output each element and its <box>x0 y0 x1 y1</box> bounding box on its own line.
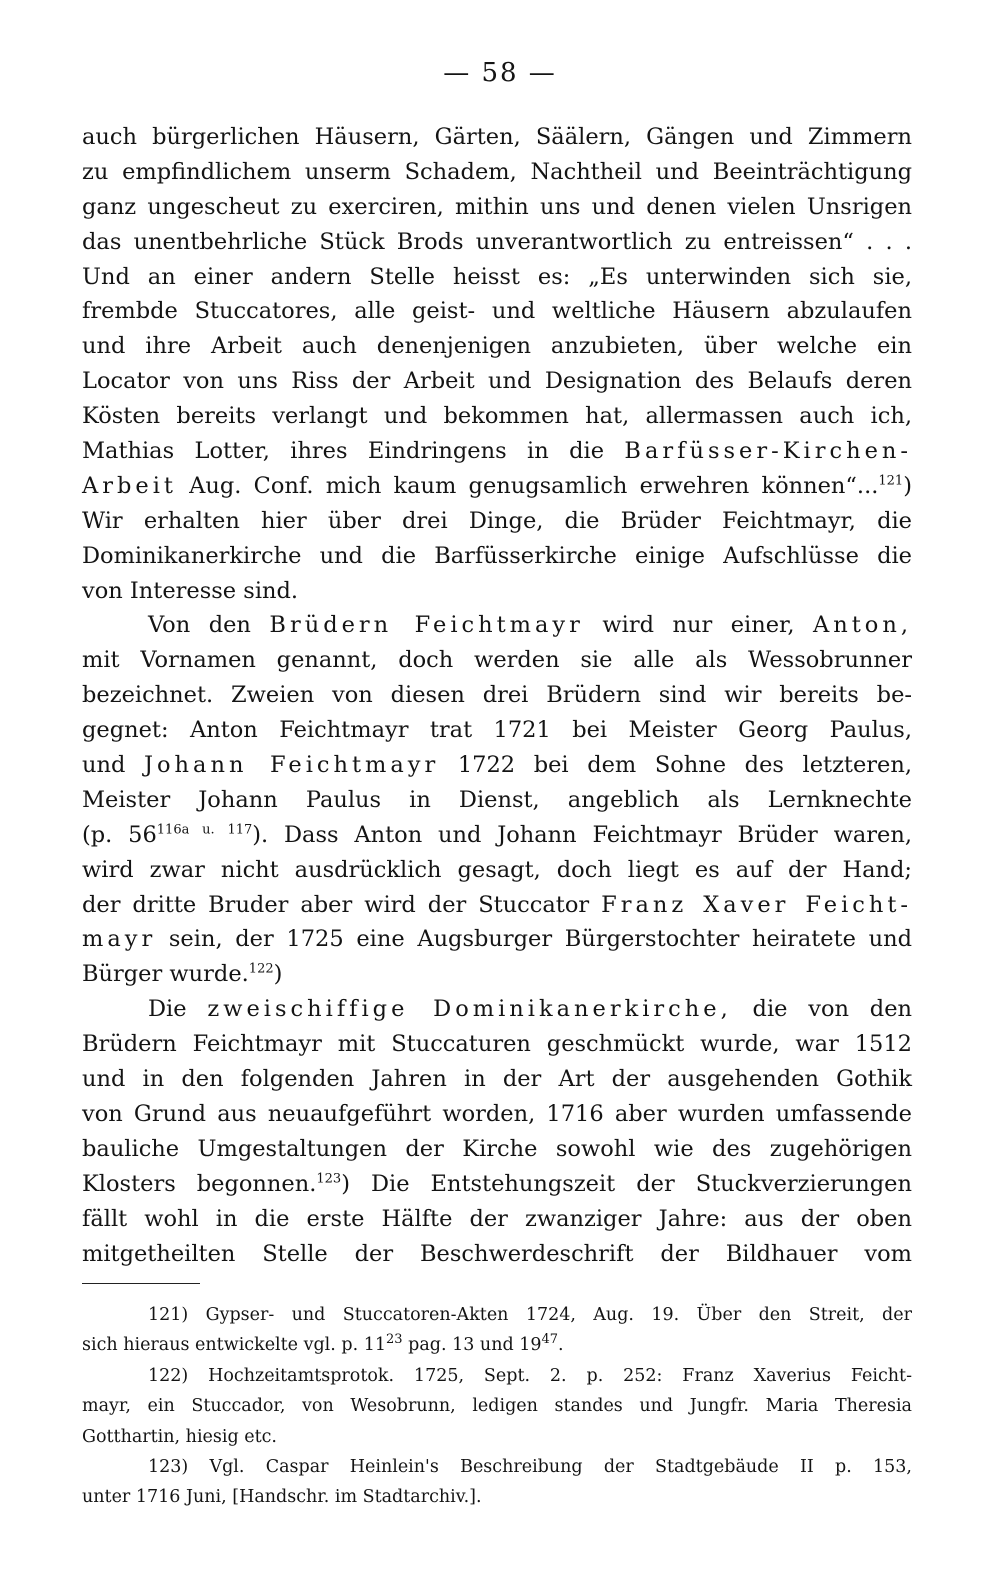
text-line: von Interesse sind. <box>82 577 299 604</box>
text-line: zu empfindlichem unserm Schadem, Nachtheil und Beeinträchtigung <box>82 158 912 185</box>
spaced-text: Brüdern Feichtmayr <box>269 612 584 639</box>
text-run: Mathias Lotter, ihres Eindringens in die <box>82 438 605 465</box>
text-line: fällt wohl in die erste Hälfte der zwanziger Jahre: aus der oben <box>82 1205 912 1232</box>
main-text <box>82 120 912 1271</box>
text-line: auch bürgerlichen Häusern, Gärten, Säälern, Gängen und Zimmern <box>82 124 912 150</box>
superscript: 23 <box>386 1332 403 1348</box>
text-line: das unentbehrliche Stück Brods unverantwortlich zu entreissen“ . . . <box>82 228 912 255</box>
text-line <box>82 922 912 957</box>
text-line: und ihre Arbeit auch denenjenigen anzubieten, über welche ein <box>82 333 912 360</box>
text-run: Von den <box>148 612 251 639</box>
text-run: Klosters begonnen. <box>82 1170 317 1197</box>
text-line: Brüdern Feichtmayr mit Stuccaturen geschmückt wurde, war 1512 <box>82 1031 912 1058</box>
text-run: ) <box>273 961 283 988</box>
spaced-text: zweischiffige Dominikanerkirche, <box>207 996 732 1023</box>
superscript: 47 <box>541 1332 559 1348</box>
text-line: gegnet: Anton Feichtmayr trat 1721 bei Meister Georg Paulus, <box>82 717 912 744</box>
footnote-line: 123) Vgl. Caspar Heinlein's Beschreibung der Stadtgebäude II p. 153, <box>148 1456 912 1477</box>
text-run: sich hieraus entwickelte vgl. p. 11 <box>82 1335 387 1356</box>
spaced-text: Johann Feichtmayr <box>143 752 440 779</box>
text-line: und in den folgenden Jahren in der Art der ausgehenden Gothik <box>82 1066 912 1093</box>
text-line <box>82 1167 912 1202</box>
text-line <box>82 888 912 923</box>
spaced-text: mayr <box>82 926 157 953</box>
text-line: bauliche Umgestaltungen der Kirche sowohl wie des zugehörigen <box>82 1135 912 1162</box>
text-line: Meister Johann Paulus in Dienst, angeblich als Lernknechte <box>82 786 912 813</box>
text-line <box>82 818 912 853</box>
text-line: mitgetheilten Stelle der Beschwerdeschrift der Bildhauer vom <box>82 1240 912 1267</box>
text-line: Locator von uns Riss der Arbeit und Designation des Belaufs deren <box>82 368 912 395</box>
text-run: Aug. Conf. mich kaum genugsamlich erwehren können“... <box>189 472 879 499</box>
text-run: und <box>82 752 126 779</box>
footnote-line: 122) Hochzeitamtsprotok. 1725, Sept. 2. p. 252: Franz Xaverius Feicht- <box>148 1365 912 1386</box>
spaced-text: Barfüsser-Kirchen- <box>624 438 912 465</box>
footnotes <box>82 1300 912 1513</box>
footnote-line: Gotthartin, hiesig etc. <box>82 1426 277 1447</box>
footnote-line: mayr, ein Stuccador, von Wesobrunn, ledigen standes und Jungfr. Maria Theresia <box>82 1396 912 1417</box>
text-line: von Grund aus neuaufgeführt worden, 1716 aber wurden umfassende <box>82 1100 912 1127</box>
text-line: ganz ungescheut zu exerciren, mithin uns und denen vielen Unsrigen <box>82 193 912 220</box>
spaced-text: Franz Xaver Feicht- <box>601 891 913 918</box>
footnote-divider <box>82 1283 200 1284</box>
text-line <box>82 992 912 1027</box>
text-run: (p. 56 <box>82 821 157 848</box>
text-run: Die <box>148 996 187 1023</box>
text-run: ) <box>903 472 912 499</box>
footnote-line: 121) Gypser- und Stuccatoren-Akten 1724, Aug. 19. Über den Streit, der <box>148 1305 912 1325</box>
footnote-line <box>82 1330 912 1360</box>
text-line: Wir erhalten hier über drei Dinge, die Brüder Feichtmayr, die <box>82 507 912 534</box>
footnote-ref: 122 <box>248 961 274 977</box>
text-line <box>82 957 912 992</box>
text-line: Und an einer andern Stelle heisst es: „Es unterwinden sich sie, <box>82 263 912 290</box>
text-run: Bürger wurde. <box>82 961 249 988</box>
text-line <box>82 608 912 643</box>
text-run: . <box>558 1335 564 1356</box>
footnote-ref: 123 <box>316 1171 342 1187</box>
text-run: die von den <box>752 996 912 1023</box>
text-run: ). Dass Anton und Johann Feichtmayr Brüder waren, <box>252 821 912 848</box>
text-line: mit Vornamen genannt, doch werden sie alle als Wessobrunner <box>82 647 912 674</box>
text-run: 1722 bei dem Sohne des letzteren, <box>457 752 912 779</box>
text-line <box>82 748 912 783</box>
text-run: ) Die Entstehungszeit der Stuckverzierungen <box>341 1170 912 1197</box>
text-run: pag. 13 und 19 <box>402 1335 542 1356</box>
text-run: sein, der 1725 eine Augsburger Bürgerstochter heiratete und <box>168 926 912 953</box>
footnote-ref: 116a u. 117 <box>156 822 253 838</box>
text-line: frembde Stuccatores, alle geist- und weltliche Häusern abzulaufen <box>82 298 912 325</box>
footnote-line: unter 1716 Juni, [Handschr. im Stadtarchiv.]. <box>82 1487 482 1508</box>
text-run: der dritte Bruder aber wird der Stuccator <box>82 891 590 918</box>
text-line: bezeichnet. Zweien von diesen drei Brüdern sind wir bereits be- <box>82 682 912 709</box>
text-line: Kösten bereits verlangt und bekommen hat, allermassen auch ich, <box>82 403 912 430</box>
text-line <box>82 469 912 504</box>
footnote-ref: 121 <box>878 473 904 489</box>
text-run: wird nur einer, <box>602 612 795 639</box>
page-number: — 58 — <box>443 58 557 88</box>
text-line: Dominikanerkirche und die Barfüsserkirche einige Aufschlüsse die <box>82 542 912 569</box>
text-line: wird zwar nicht ausdrücklich gesagt, doch liegt es auf der Hand; <box>82 856 912 883</box>
text-line <box>82 434 912 469</box>
spaced-text: Anton, <box>813 612 912 639</box>
spaced-text: Arbeit <box>82 472 177 499</box>
